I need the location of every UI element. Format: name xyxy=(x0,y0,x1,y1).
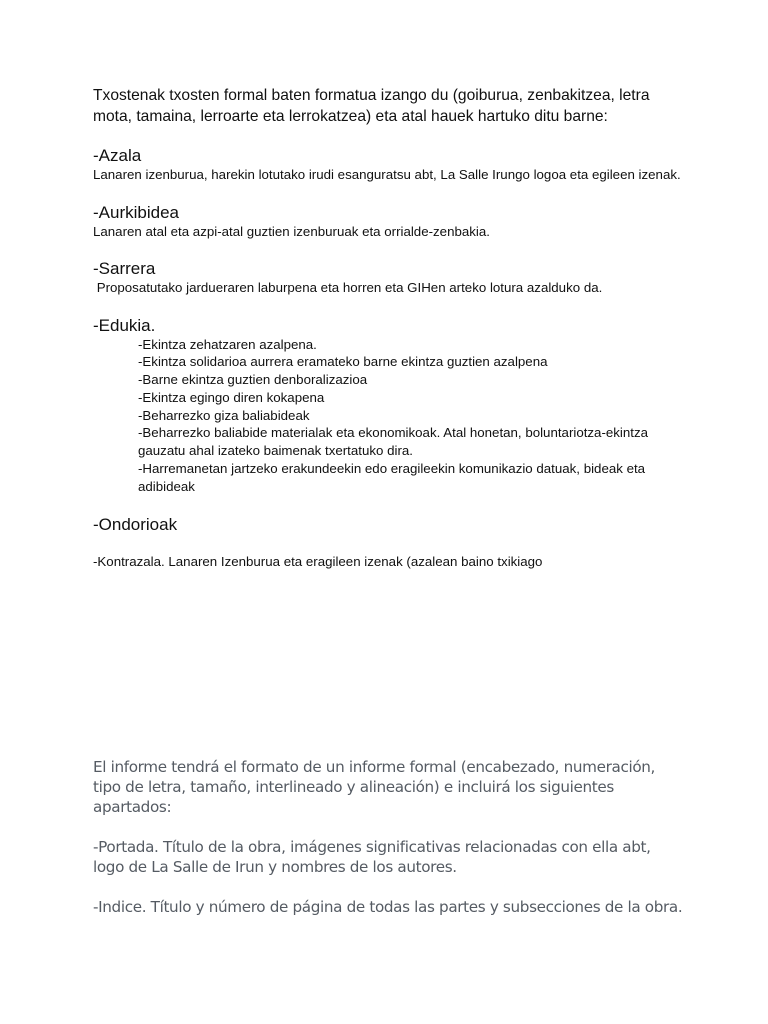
document-body xyxy=(93,86,683,570)
section-heading-aurkibidea: -Aurkibidea xyxy=(93,202,179,222)
translation-indice: -Indice. Título y número de página de todas las partes y subsecciones de la obra. xyxy=(93,898,683,916)
list-item: -Ekintza solidarioa aurrera eramateko barne ekintza guztien azalpena xyxy=(138,354,548,370)
list-item: -Beharrezko giza baliabideak xyxy=(138,407,310,423)
section-heading-ondorioak: -Ondorioak xyxy=(93,514,178,534)
section-ondorioak xyxy=(93,515,683,571)
section-heading-sarrera: -Sarrera xyxy=(93,259,156,278)
section-heading-azala: -Azala xyxy=(93,146,142,165)
section-heading-edukia: -Edukia. xyxy=(93,315,156,335)
list-item: -Harremanetan jartzeko erakundeekin edo eragileekin komunikazio datuak, bideak eta adibideak xyxy=(138,461,646,494)
section-body-aurkibidea: Lanaren atal eta azpi-atal guztien izenburuak eta orrialde-zenbakia. xyxy=(93,223,490,239)
list-item: -Ekintza zehatzaren azalpena. xyxy=(138,336,317,352)
section-azala xyxy=(93,146,683,184)
intro-paragraph: Txostenak txosten formal baten formatua izango du (goiburua, zenbakitzea, letra mota, tamaina, lerroarte eta lerrokatzea) eta atal hauek hartuko ditu barne: xyxy=(93,87,650,125)
translation-portada: -Portada. Título de la obra, imágenes significativas relacionadas con ella abt, logo de La Salle de Irun y nombres de los autores. xyxy=(93,838,651,876)
section-body-azala: Lanaren izenburua, harekin lotutako irudi esanguratsu abt, La Salle Irungo logoa eta egileen izenak. xyxy=(93,167,681,182)
list-item: -Ekintza egingo diren kokapena xyxy=(138,389,325,405)
list-item: -Barne ekintza guztien denboralizazioa xyxy=(138,372,368,388)
edukia-item-list xyxy=(93,336,683,496)
section-sarrera xyxy=(93,259,683,297)
list-item: -Beharrezko baliabide materialak eta ekonomikoak. Atal honetan, boluntariotza-ekintza gauzatu ahal izateko baimenak txertatuko dira. xyxy=(138,425,649,459)
section-body-sarrera: Proposatutako jardueraren laburpena eta horren eta GIHen arteko lotura azalduko da. xyxy=(93,280,603,295)
section-body-kontrazala: -Kontrazala. Lanaren Izenburua eta eragileen izenak (azalean baino txikiago xyxy=(93,553,543,569)
section-edukia xyxy=(93,316,683,496)
section-aurkibidea xyxy=(93,203,683,241)
translation-intro: El informe tendrá el formato de un informe formal (encabezado, numeración, tipo de letra, tamaño, interlineado y alineación) e incluirá los siguientes apartados: xyxy=(93,758,656,816)
translation-block xyxy=(93,757,683,937)
